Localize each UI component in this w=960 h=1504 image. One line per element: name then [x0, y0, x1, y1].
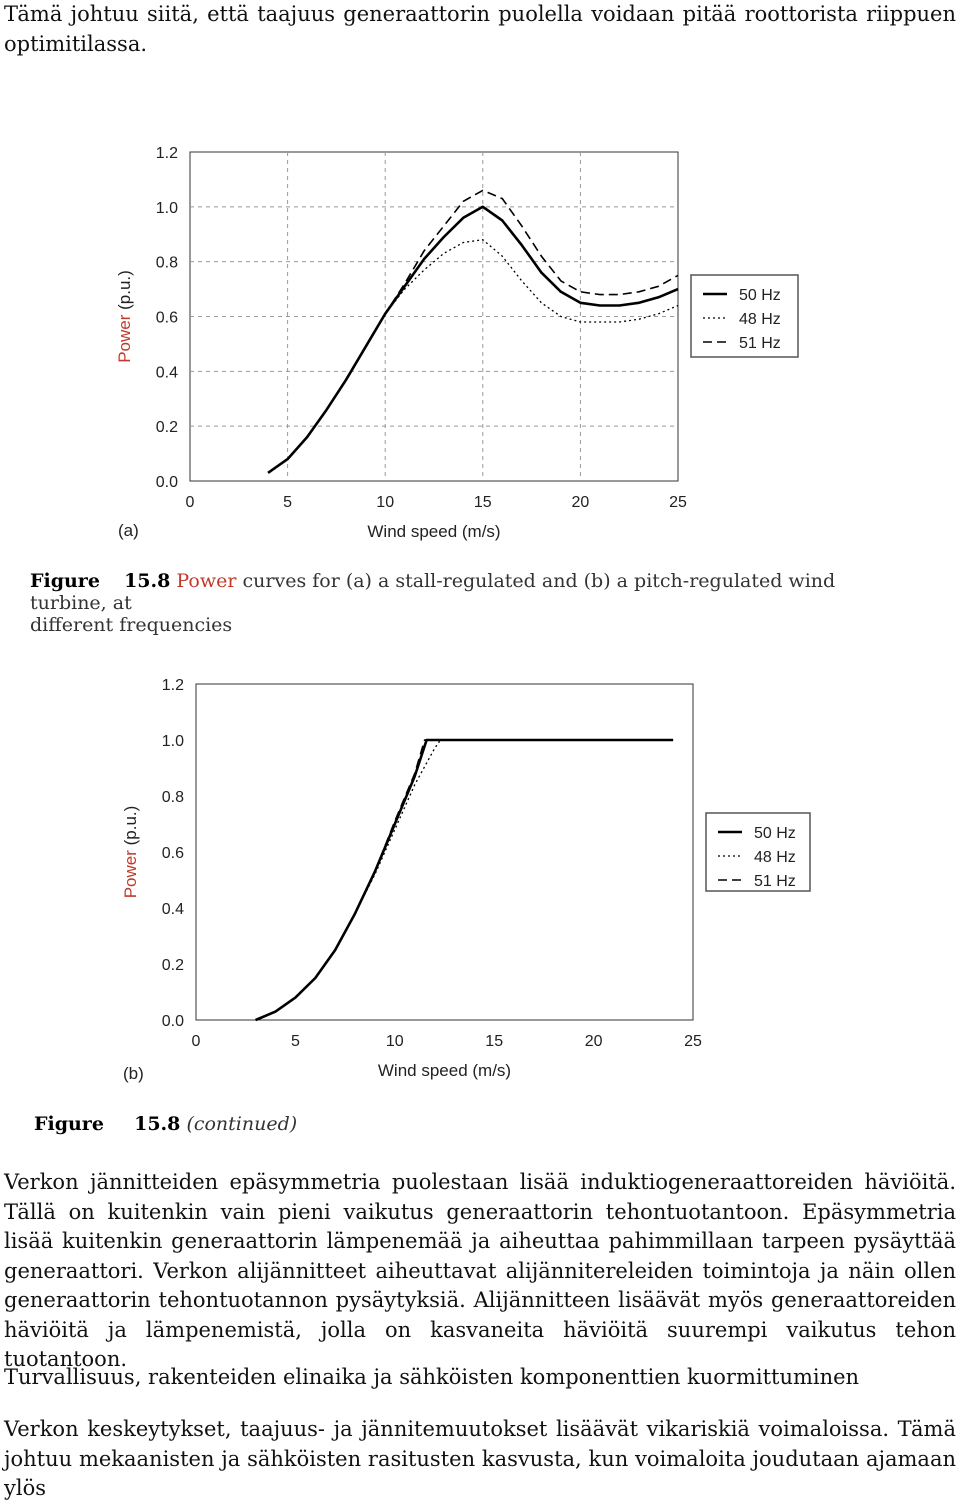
chart-a-xlabel: Wind speed (m/s) — [367, 522, 501, 541]
chart-a-series-line — [268, 190, 678, 472]
chart-b-series-line — [256, 740, 673, 1020]
chart-b-ytick-label: 0.0 — [161, 1013, 184, 1030]
chart-a-xtick-label: 20 — [571, 494, 590, 511]
chart-b — [0, 650, 960, 1110]
chart-a-legend-label: 50 Hz — [739, 287, 781, 304]
chart-a-ytick-label: 0.2 — [155, 419, 178, 437]
chart-a-ytick-label: 0.4 — [155, 364, 178, 382]
caption-a-highlight: Power — [176, 570, 237, 592]
chart-a-series-line — [268, 240, 678, 473]
chart-b-series-line — [256, 740, 673, 1020]
top-paragraph: Tämä johtuu siitä, että taajuus generaattorin puolella voidaan pitää roottorista riippuen optimitilassa. — [4, 2, 956, 56]
chart-a-legend-label: 48 Hz — [739, 311, 781, 328]
chart-a-series-line — [268, 207, 678, 473]
chart-b-ylabel: Power (p.u.) — [121, 805, 140, 899]
caption-a-line2: different frequencies — [30, 614, 233, 636]
caption-b-rest: (continued) — [186, 1113, 298, 1135]
chart-b-ytick-label: 1.2 — [161, 677, 184, 694]
chart-b-xtick-label: 20 — [584, 1033, 603, 1050]
chart-a-ytick-label: 1.0 — [155, 199, 178, 217]
chart-a-xtick-label: 25 — [669, 494, 687, 511]
chart-b-ytick-label: 0.8 — [161, 789, 184, 806]
chart-b-ytick-label: 0.4 — [161, 901, 184, 918]
section-heading: Turvallisuus, rakenteiden elinaika ja sähköisten komponenttien kuormittuminen — [4, 1365, 860, 1389]
chart-b-legend-label: 50 Hz — [754, 825, 796, 842]
chart-b-xtick-label: 25 — [684, 1033, 702, 1050]
figure-a-caption — [30, 570, 900, 636]
chart-a-legend-label: 51 Hz — [739, 335, 781, 352]
chart-b-plot-frame — [196, 684, 693, 1020]
chart-a-xtick-label: 10 — [376, 494, 395, 511]
chart-a-ytick-label: 0.8 — [155, 254, 178, 272]
chart-b-xtick-label: 0 — [191, 1033, 201, 1050]
chart-a-xtick-label: 5 — [283, 494, 293, 511]
chart-b-ytick-label: 0.6 — [161, 845, 184, 862]
caption-b-label: Figure — [34, 1113, 104, 1135]
chart-b-legend-label: 48 Hz — [754, 849, 796, 866]
caption-a-number: 15.8 — [124, 570, 171, 592]
chart-b-xtick-label: 10 — [385, 1033, 404, 1050]
caption-a-label: Figure — [30, 570, 100, 592]
chart-b-panel-label: (b) — [123, 1064, 144, 1083]
chart-a-ytick-label: 1.2 — [155, 145, 178, 162]
chart-b-ytick-label: 1.0 — [161, 733, 184, 750]
chart-b-xlabel: Wind speed (m/s) — [377, 1061, 512, 1080]
chart-a-xtick-label: 15 — [473, 494, 492, 511]
figure-b-caption — [34, 1113, 297, 1135]
chart-a-panel-label: (a) — [118, 521, 139, 540]
chart-b-xtick-label: 5 — [290, 1033, 300, 1050]
chart-a-xtick-label: 0 — [185, 494, 195, 511]
last-paragraph: Verkon keskeytykset, taajuus- ja jännitemuutokset lisäävät vikariskiä voimaloissa. Tämä johtuu mekaanisten ja sähköisten rasitusten kasvusta, kun voimaloita joudutaan ajamaan ylös — [4, 1417, 956, 1500]
chart-a-ylabel: Power (p.u.) — [115, 270, 134, 363]
chart-a-ytick-label: 0.6 — [155, 309, 178, 327]
chart-b-series-line — [256, 740, 673, 1020]
caption-b-number: 15.8 — [134, 1113, 181, 1135]
chart-b-legend-label: 51 Hz — [754, 873, 796, 890]
caption-a-rest: curves for (a) a stall-regulated and (b) a pitch-regulated wind turbine, at — [30, 570, 836, 614]
chart-b-ytick-label: 0.2 — [161, 957, 184, 974]
chart-a-ytick-label: 0.0 — [155, 474, 178, 491]
chart-b-xtick-label: 15 — [485, 1033, 504, 1050]
body-paragraph: Verkon jännitteiden epäsymmetria puolestaan lisää induktiogeneraattoreiden häviöitä. Tällä on kuitenkin vain pieni vaikutus generaattorin tehontuotantoon. Epäsymmetria lisää kuitenkin generaattorin lämpenemää ja aiheuttaa pahimmillaan tarpeen pysäyttää generaattori. Verkon alijännitteet aiheuttavat alijännitereleiden toimintoja ja näin ollen generaattorin tehontuotannon pysäytyksiä. Alijännitteen lisäävät myös generaattoreiden häviöitä ja lämpenemistä, jolla on kasvaneita häviöitä suurempi vaikutus tehon tuotantoon. — [4, 1170, 956, 1371]
